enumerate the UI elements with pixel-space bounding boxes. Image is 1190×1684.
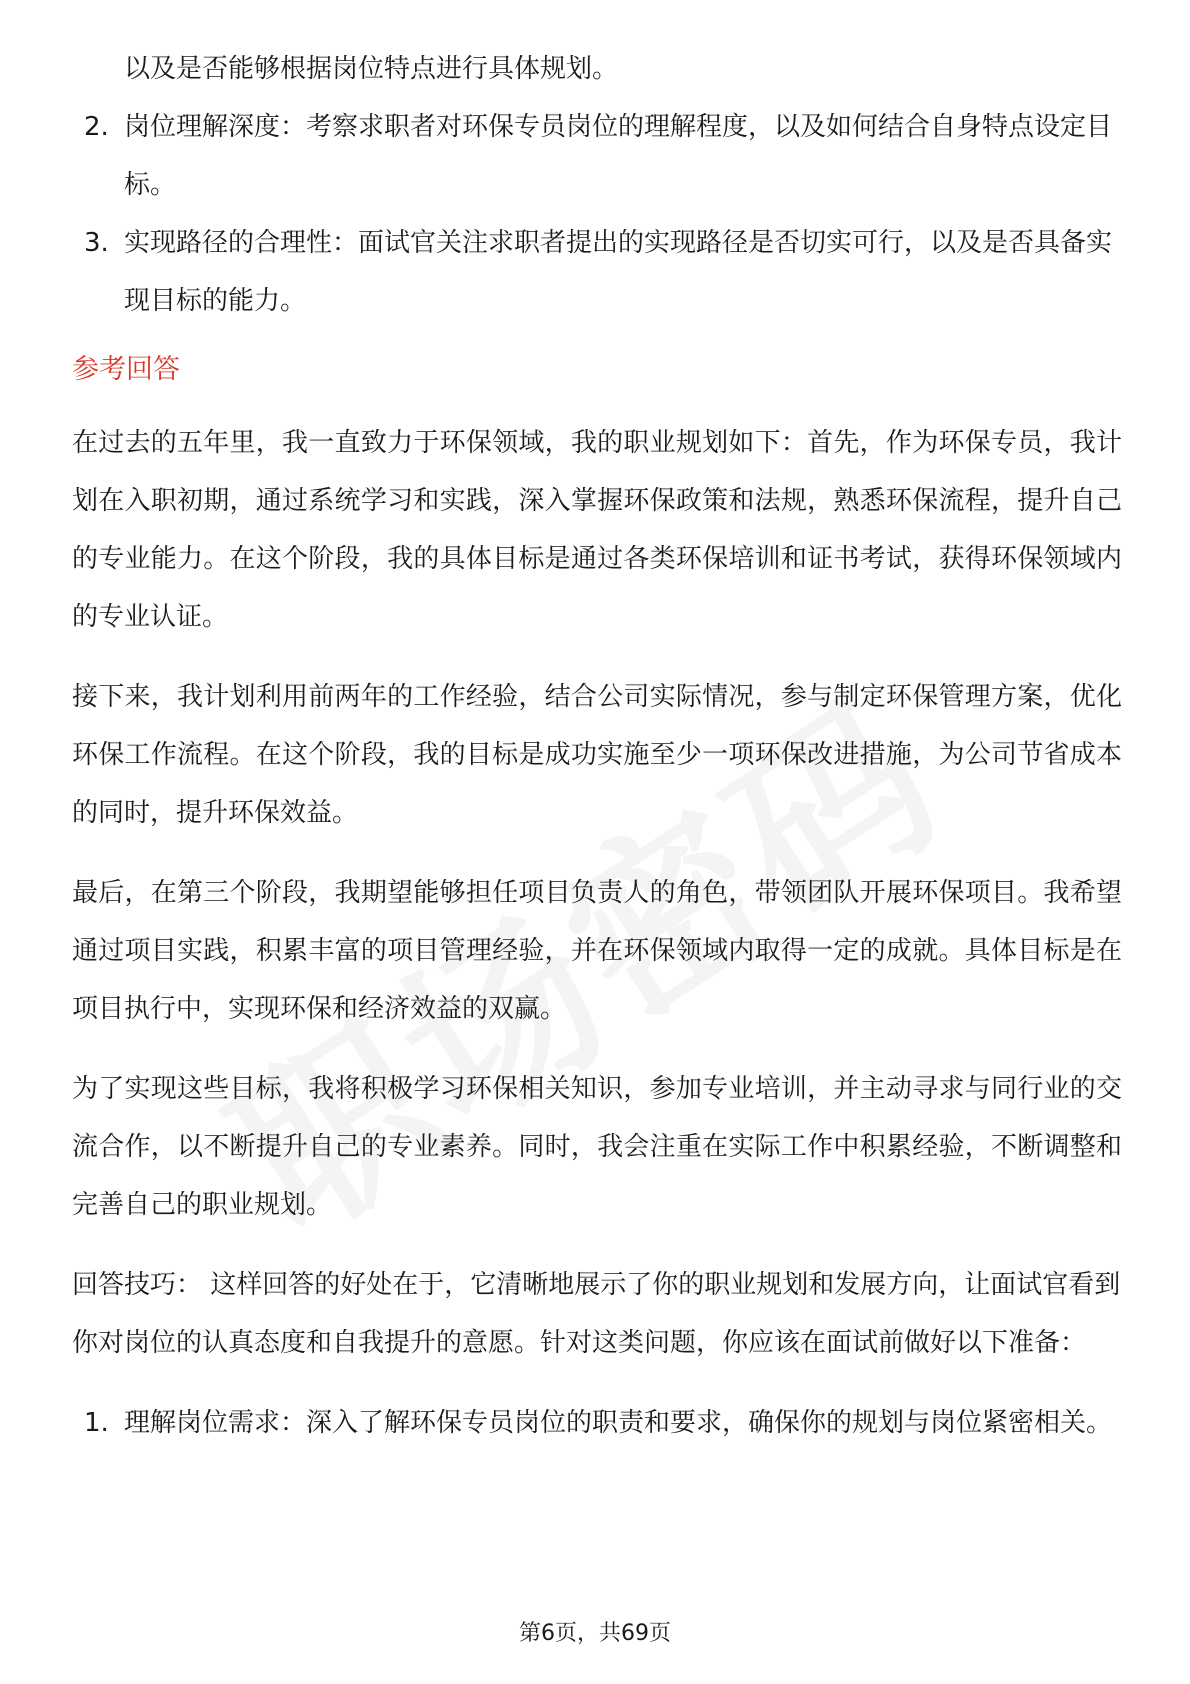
list-item-continuation: 以及是否能够根据岗位特点进行具体规划。 [124,54,619,84]
list-item-text: 岗位理解深度：考察求职者对环保专员岗位的理解程度，以及如何结合自身特点设定目标。 [124,112,1113,200]
criteria-list [72,98,1122,330]
section-title: 参考回答 [72,354,180,385]
answer-paragraph: 为了实现这些目标，我将积极学习环保相关知识，参加专业培训，并主动寻求与同行业的交流合作，以不断提升自己的专业素养。同时，我会注重在实际工作中积累经验，不断调整和完善自己的职业规划。 [72,1074,1122,1220]
list-item [72,1394,1122,1452]
answer-paragraph: 接下来，我计划利用前两年的工作经验，结合公司实际情况，参与制定环保管理方案，优化环保工作流程。在这个阶段，我的目标是成功实施至少一项环保改进措施，为公司节省成本的同时，提升环保效益。 [72,682,1122,828]
list-item [72,214,1122,330]
page-content [72,40,1122,1452]
answer-paragraph: 在过去的五年里，我一直致力于环保领域，我的职业规划如下：首先，作为环保专员，我计划在入职初期，通过系统学习和实践，深入掌握环保政策和法规，熟悉环保流程，提升自己的专业能力。在这个阶段，我的具体目标是通过各类环保培训和证书考试，获得环保领域内的专业认证。 [72,428,1122,632]
list-item-number: 2. [84,112,109,142]
tips-paragraph: 回答技巧： 这样回答的好处在于，它清晰地展示了你的职业规划和发展方向，让面试官看到你对岗位的认真态度和自我提升的意愿。针对这类问题，你应该在面试前做好以下准备： [72,1270,1121,1358]
list-item-number: 1. [84,1408,109,1438]
list-item-number: 3. [84,228,109,258]
list-item-text: 实现路径的合理性：面试官关注求职者提出的实现路径是否切实可行，以及是否具备实现目标的能力。 [124,228,1113,316]
list-item [72,98,1122,214]
list-item-text: 理解岗位需求：深入了解环保专员岗位的职责和要求，确保你的规划与岗位紧密相关。 [124,1408,1113,1438]
answer-paragraph: 最后，在第三个阶段，我期望能够担任项目负责人的角色，带领团队开展环保项目。我希望通过项目实践，积累丰富的项目管理经验，并在环保领域内取得一定的成就。具体目标是在项目执行中，实现环保和经济效益的双赢。 [72,878,1122,1024]
tips-list [72,1394,1122,1452]
page-footer: 第6页，共69页 [519,1621,671,1646]
